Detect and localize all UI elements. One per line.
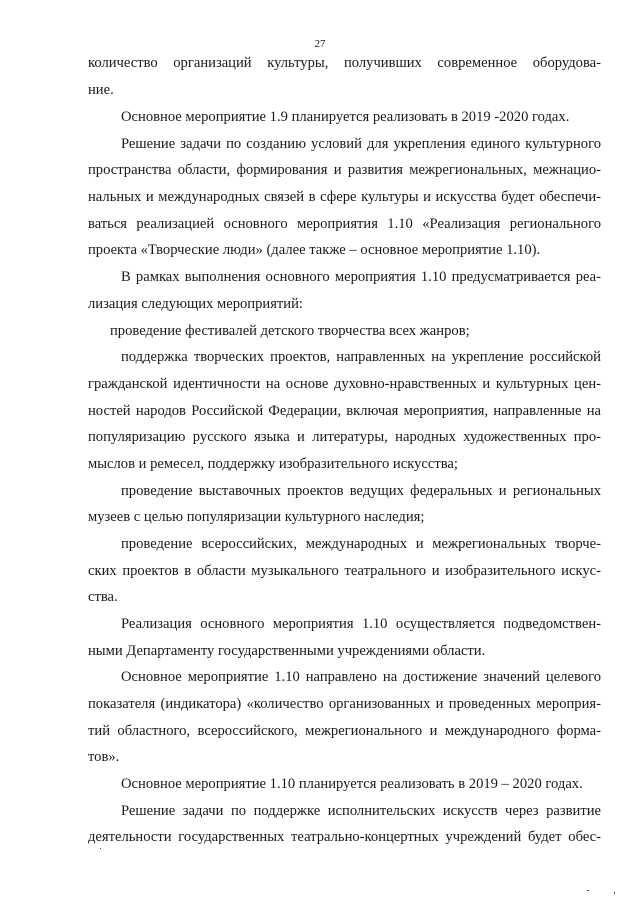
- text-line: Решение задачи по созданию условий для укрепления единого культурного: [121, 136, 601, 152]
- text-line: пространства области, формирования и развития межрегиональных, межнацио-: [88, 162, 601, 178]
- scan-speck: [587, 890, 589, 891]
- text-line: Основное мероприятие 1.10 планируется реализовать в 2019 – 2020 годах.: [121, 776, 583, 792]
- text-line: лизация следующих мероприятий:: [88, 296, 303, 312]
- text-line: проекта «Творческие люди» (далее также – основное мероприятие 1.10).: [88, 242, 541, 258]
- text-line: деятельности государственных театрально-концертных учреждений будет обес-: [88, 829, 601, 845]
- text-line: Основное мероприятие 1.10 направлено на достижение значений целевого: [121, 669, 601, 685]
- text-line: ваться реализацией основного мероприятия 1.10 «Реализация регионального: [88, 216, 601, 232]
- text-line: ностей народов Российской Федерации, включая мероприятия, направленные на: [88, 403, 601, 419]
- text-line: гражданской идентичности на основе духовно-нравственных и культурных цен-: [88, 376, 601, 392]
- text-line: проведение выставочных проектов ведущих федеральных и региональных: [121, 483, 601, 499]
- text-line: поддержка творческих проектов, направленных на укрепление российской: [121, 349, 601, 365]
- text-line: Основное мероприятие 1.9 планируется реализовать в 2019 -2020 годах.: [121, 109, 570, 125]
- text-line: тий областного, всероссийского, межрегионального и международного форма-: [88, 723, 601, 739]
- text-line: Реализация основного мероприятия 1.10 осуществляется подведомствен-: [121, 616, 601, 632]
- page-number: 27: [314, 38, 326, 50]
- text-line: проведение фестивалей детского творчества всех жанров;: [110, 323, 470, 339]
- text-line: ских проектов в области музыкального театрального и изобразительного искус-: [88, 563, 601, 579]
- text-line: мыслов и ремесел, поддержку изобразительного искусства;: [88, 456, 458, 472]
- text-line: музеев с целью популяризации культурного наследия;: [88, 509, 425, 525]
- text-line: показателя (индикатора) «количество организованных и проведенных мероприя-: [88, 696, 601, 712]
- text-line: ства.: [88, 589, 118, 605]
- scan-speck: [100, 848, 101, 849]
- text-line: проведение всероссийских, международных и межрегиональных творче-: [121, 536, 601, 552]
- text-line: Решение задачи по поддержке исполнительских искусств через развитие: [121, 803, 601, 819]
- text-line: В рамках выполнения основного мероприятия 1.10 предусматривается реа-: [121, 269, 601, 285]
- text-line: нальных и международных связей в сфере культуры и искусства будет обеспечи-: [88, 189, 601, 205]
- text-line: тов».: [88, 749, 120, 765]
- text-line: ние.: [88, 82, 114, 98]
- text-line: количество организаций культуры, получивших современное оборудова-: [88, 55, 601, 71]
- scan-speck: [614, 892, 615, 894]
- text-line: ными Департаменту государственными учреждениями области.: [88, 643, 486, 659]
- text-line: популяризацию русского языка и литературы, народных художественных про-: [88, 429, 601, 445]
